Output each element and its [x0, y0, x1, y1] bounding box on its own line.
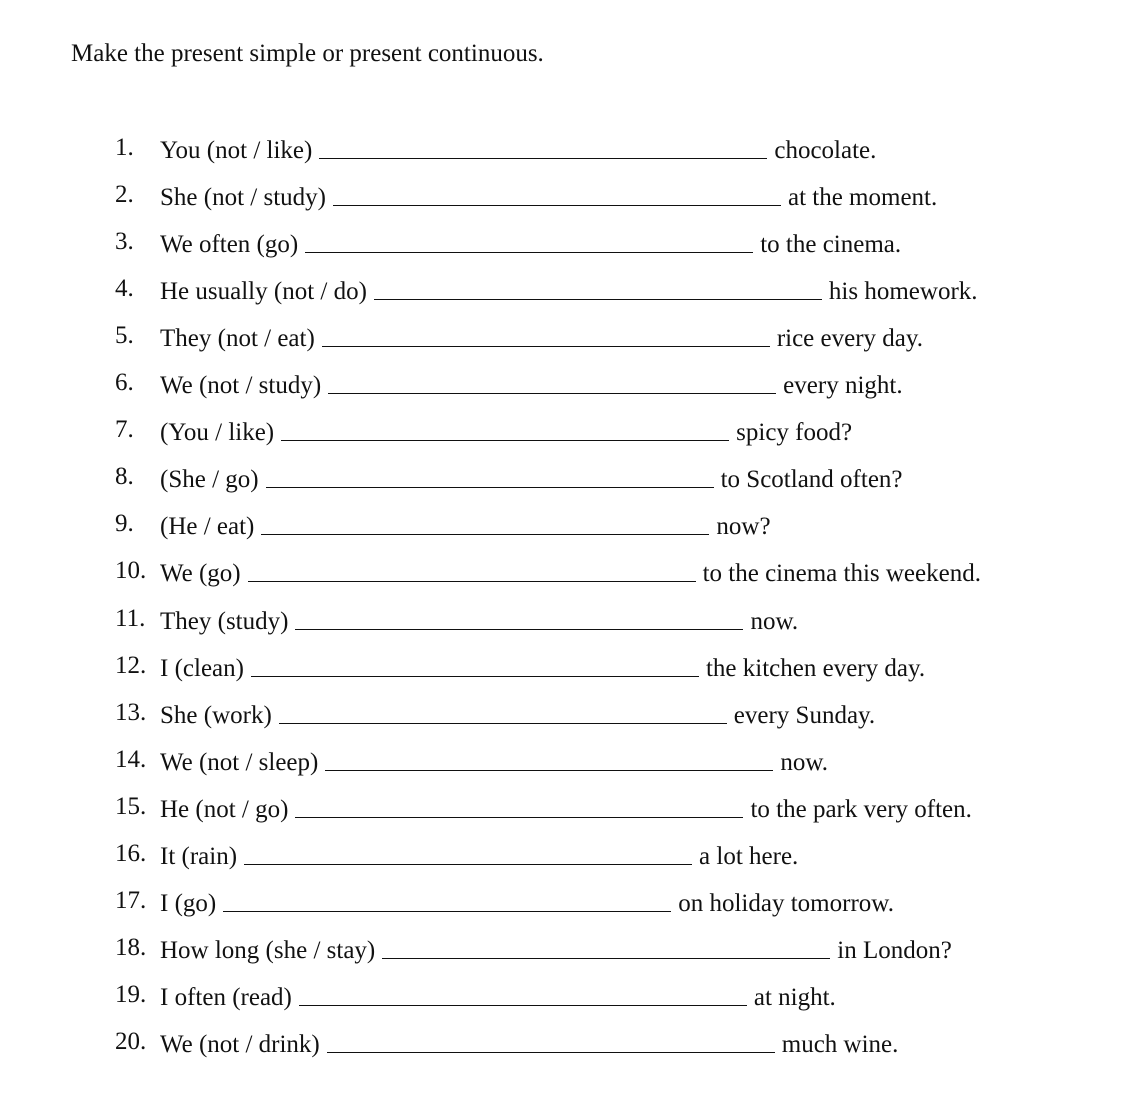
item-number: 17. [115, 886, 147, 914]
item-sentence [160, 649, 925, 686]
item-sentence [160, 225, 901, 262]
item-prompt-before: It (rain) [160, 842, 238, 870]
item-sentence [160, 602, 798, 639]
worksheet-instruction: Make the present simple or present continuous. [71, 40, 544, 67]
item-number: 5. [115, 322, 134, 350]
item-number: 15. [115, 792, 147, 820]
item-prompt-before: They (study) [160, 607, 289, 635]
answer-blank[interactable] [244, 838, 692, 865]
item-sentence [160, 319, 923, 356]
item-prompt-before: I (clean) [160, 654, 244, 682]
item-prompt-before: (You / like) [160, 419, 275, 447]
item-number: 6. [115, 369, 134, 397]
item-number: 8. [115, 463, 134, 491]
answer-blank[interactable] [327, 1026, 775, 1053]
answer-blank[interactable] [295, 603, 743, 630]
item-prompt-before: He usually (not / do) [160, 278, 367, 306]
item-number: 1. [115, 134, 134, 161]
item-prompt-after: rice every day. [776, 325, 924, 353]
item-sentence [160, 884, 894, 921]
answer-blank[interactable] [374, 273, 822, 300]
item-number: 19. [115, 980, 147, 1008]
item-prompt-before: We (go) [160, 560, 241, 588]
item-prompt-after: much wine. [781, 1030, 899, 1058]
item-number: 10. [115, 557, 147, 585]
item-sentence [160, 931, 952, 968]
item-prompt-after: to the cinema. [760, 231, 902, 259]
item-prompt-after: a lot here. [699, 842, 799, 870]
item-sentence [160, 837, 798, 874]
item-prompt-before: We (not / study) [160, 372, 322, 400]
item-prompt-before: We (not / drink) [160, 1030, 320, 1058]
item-sentence [160, 554, 981, 591]
answer-blank[interactable] [333, 179, 781, 206]
item-sentence [160, 696, 875, 733]
item-prompt-after: to the cinema this weekend. [702, 560, 981, 588]
answer-blank[interactable] [295, 791, 743, 818]
answer-blank[interactable] [251, 650, 699, 677]
item-sentence [160, 978, 836, 1015]
answer-blank[interactable] [319, 132, 767, 159]
item-sentence [160, 507, 771, 544]
item-prompt-after: on holiday tomorrow. [678, 889, 894, 917]
answer-blank[interactable] [261, 508, 709, 535]
item-prompt-before: You (not / like) [160, 137, 313, 164]
item-prompt-before: He (not / go) [160, 795, 289, 823]
answer-blank[interactable] [281, 414, 729, 441]
item-number: 7. [115, 416, 134, 444]
item-prompt-before: How long (she / stay) [160, 936, 376, 964]
item-number: 18. [115, 933, 147, 961]
item-prompt-after: to Scotland often? [720, 466, 903, 494]
item-prompt-after: the kitchen every day. [705, 654, 926, 682]
answer-blank[interactable] [248, 555, 696, 582]
item-prompt-before: We (not / sleep) [160, 748, 319, 776]
item-number: 16. [115, 839, 147, 867]
item-number: 11. [115, 604, 146, 632]
item-prompt-before: She (work) [160, 701, 272, 729]
item-prompt-after: spicy food? [736, 419, 853, 447]
item-prompt-after: every Sunday. [733, 701, 876, 729]
item-prompt-before: We often (go) [160, 231, 299, 259]
item-number: 3. [115, 228, 134, 256]
item-sentence [160, 131, 876, 168]
item-prompt-before: (She / go) [160, 466, 259, 494]
item-prompt-before: They (not / eat) [160, 325, 315, 353]
answer-blank[interactable] [223, 885, 671, 912]
item-sentence [160, 413, 852, 450]
item-sentence [160, 178, 937, 215]
answer-blank[interactable] [279, 697, 727, 724]
item-prompt-after: at the moment. [787, 184, 938, 212]
item-prompt-before: (He / eat) [160, 513, 255, 541]
item-sentence [160, 1025, 898, 1062]
answer-blank[interactable] [382, 932, 830, 959]
item-prompt-after: chocolate. [774, 137, 877, 164]
item-number: 12. [115, 651, 147, 679]
answer-blank[interactable] [266, 461, 714, 488]
item-prompt-after: every night. [783, 372, 903, 400]
answer-blank[interactable] [328, 367, 776, 394]
item-number: 4. [115, 275, 134, 303]
answer-blank[interactable] [299, 979, 747, 1006]
item-sentence [160, 460, 903, 497]
item-prompt-after: in London? [837, 936, 952, 964]
item-prompt-after: his homework. [828, 278, 978, 306]
item-prompt-before: I often (read) [160, 983, 292, 1011]
item-prompt-before: I (go) [160, 889, 217, 917]
item-number: 9. [115, 510, 134, 538]
answer-blank[interactable] [325, 744, 773, 771]
item-sentence [160, 366, 903, 403]
item-sentence [160, 743, 828, 780]
answer-blank[interactable] [305, 226, 753, 253]
item-prompt-after: at night. [753, 983, 836, 1011]
item-prompt-before: She (not / study) [160, 184, 326, 212]
item-prompt-after: now? [716, 513, 771, 541]
item-number: 14. [115, 745, 147, 773]
item-prompt-after: to the park very often. [750, 795, 972, 823]
item-number: 13. [115, 698, 147, 726]
item-prompt-after: now. [780, 748, 829, 776]
answer-blank[interactable] [322, 320, 770, 347]
item-number: 20. [115, 1027, 147, 1055]
item-sentence [160, 272, 978, 309]
item-prompt-after: now. [750, 607, 799, 635]
item-sentence [160, 790, 972, 827]
item-number: 2. [115, 181, 134, 209]
